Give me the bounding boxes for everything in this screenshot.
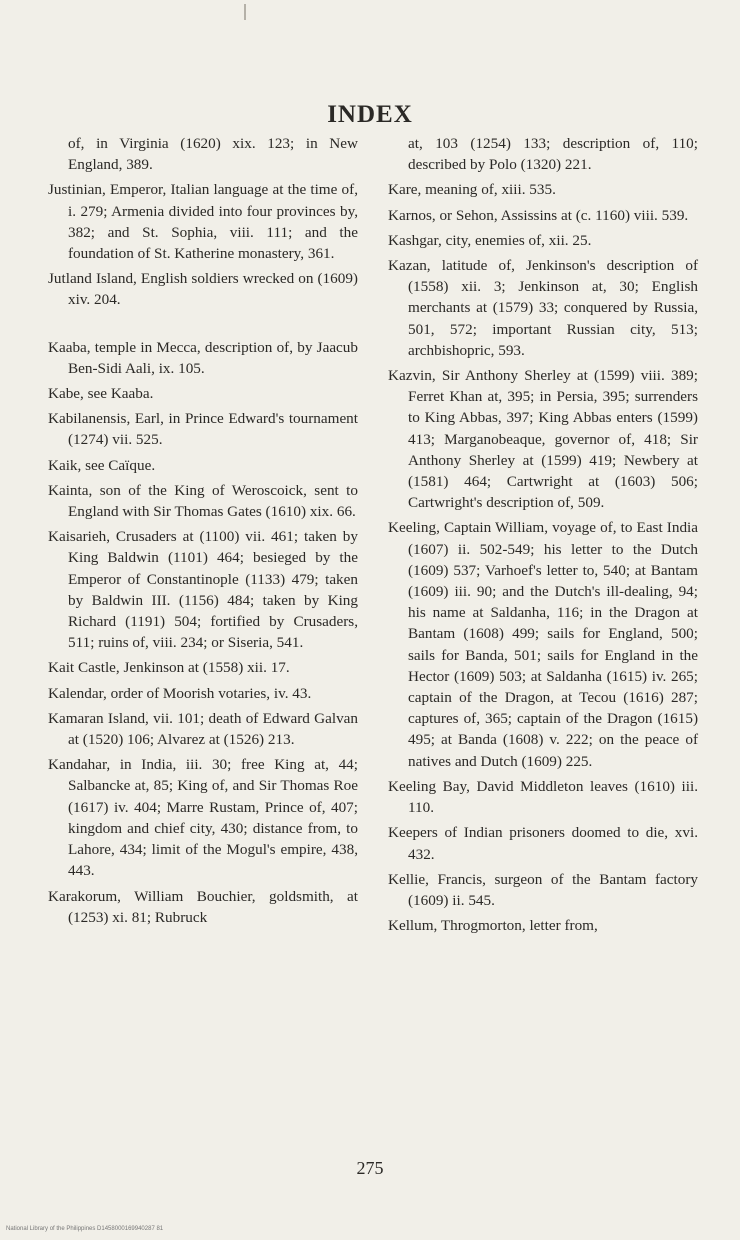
index-entry: Keeling, Captain William, voyage of, to East India (1607) ii. 502-549; his letter to the Dutch (1609) 537; Varhoef's letter to, 540; at Bantam (1609) iii. 90; and the Dutch's ill-dealing, 94; his name at Saldanha, 116; in the Dragon at Bantam (1608) 499; sails for England, 500; sails for Banda, 501; sails for England in the Hector (1609) 503; at Saldanha (1615) iv. 265; captain of the Dragon, at Tecou (1616) 287; captures of, 365; captain of the Dragon (1615) 495; at Banda (1608) v. 222; on the peace of natives and Dutch (1609) 225. — [388, 519, 698, 770]
index-entry: Kellie, Francis, surgeon of the Bantam factory (1609) ii. 545. — [388, 870, 698, 909]
index-entry: Karnos, or Sehon, Assissins at (c. 1160) viii. 539. — [388, 206, 689, 224]
index-entry: Kaisarieh, Crusaders at (1100) vii. 461; taken by King Baldwin (1101) 464; besieged by the Emperor of Constantinople (1133) 479; taken by Baldwin III. (1156) 484; taken by King Richard (1191) 504; fortified by Crusaders, 511; ruins of, viii. 234; or Siseria, 541. — [48, 528, 358, 652]
index-entry: Kaaba, temple in Mecca, description of, by Jaacub Ben-Sidi Aali, ix. 105. — [48, 338, 358, 377]
index-entry: Kazvin, Sir Anthony Sherley at (1599) viii. 389; Ferret Khan at, 395; in Persia, 395; surrenders to King Abbas, 397; King Abbas enters (1599) 413; Marganobeaque, governor of, 418; Sir Anthony Sherley at (1599) 419; Newbery at (1581) 464; Cartwright at (1603) 506; Cartwright's description of, 509. — [388, 367, 698, 512]
index-entry: Keeling Bay, David Middleton leaves (1610) iii. 110. — [388, 777, 698, 817]
index-entry: Kabilanensis, Earl, in Prince Edward's tournament (1274) vii. 525. — [48, 410, 358, 449]
index-entry: Kashgar, city, enemies of, xii. 25. — [388, 231, 592, 249]
index-entry: Kabe, see Kaaba. — [48, 385, 154, 403]
index-entry: Kait Castle, Jenkinson at (1558) xii. 17. — [48, 659, 290, 677]
page-number: 275 — [356, 1158, 384, 1178]
index-entry: Kamaran Island, vii. 101; death of Edward Galvan at (1520) 106; Alvarez at (1526) 213. — [48, 709, 358, 749]
index-column-left — [48, 133, 358, 932]
index-entry: Keepers of Indian prisoners doomed to die, xvi. 432. — [388, 824, 698, 863]
index-entry: Kazan, latitude of, Jenkinson's description of (1558) xii. 3; Jenkinson at, 30; English merchants at (1579) 33; conquered by Russia, 501, 572; important Russian city, 513; archbishopric, 593. — [388, 257, 698, 359]
index-entry: Justinian, Emperor, Italian language at the time of, i. 279; Armenia divided into four provinces by, 382; and St. Sophia, viii. 111; and the foundation of St. Katherine monastery, 361. — [48, 181, 358, 263]
index-entry: Kandahar, in India, iii. 30; free King at, 44; Salbancke at, 85; King of, and Sir Thomas Roe (1617) iv. 404; Marre Rustam, Prince of, 407; kingdom and chief city, 430; distance from, to Lahore, 434; limit of the Mogul's empire, 438, 443. — [48, 756, 358, 880]
index-column-right — [388, 133, 698, 940]
index-entry: Karakorum, William Bouchier, goldsmith, at (1253) xi. 81; Rubruck — [48, 887, 358, 926]
index-entry: Kare, meaning of, xiii. 535. — [388, 181, 556, 199]
index-entry: Kellum, Throgmorton, letter from, — [388, 917, 598, 935]
index-entry: of, in Virginia (1620) xix. 123; in New England, 389. — [68, 135, 358, 174]
index-entry: Kaik, see Caïque. — [48, 456, 156, 474]
index-entry: Kalendar, order of Moorish votaries, iv. 43. — [48, 684, 312, 702]
index-entry: Kainta, son of the King of Weroscoick, sent to England with Sir Thomas Gates (1610) xix. 66. — [48, 481, 358, 521]
scan-mark — [244, 4, 246, 20]
index-entry: Jutland Island, English soldiers wrecked on (1609) xiv. 204. — [48, 270, 358, 309]
page-title: INDEX — [327, 100, 413, 128]
index-entry: at, 103 (1254) 133; description of, 110; described by Polo (1320) 221. — [408, 135, 698, 174]
library-footer: National Library of the Philippines D1458000169940287 81 — [6, 1226, 164, 1232]
